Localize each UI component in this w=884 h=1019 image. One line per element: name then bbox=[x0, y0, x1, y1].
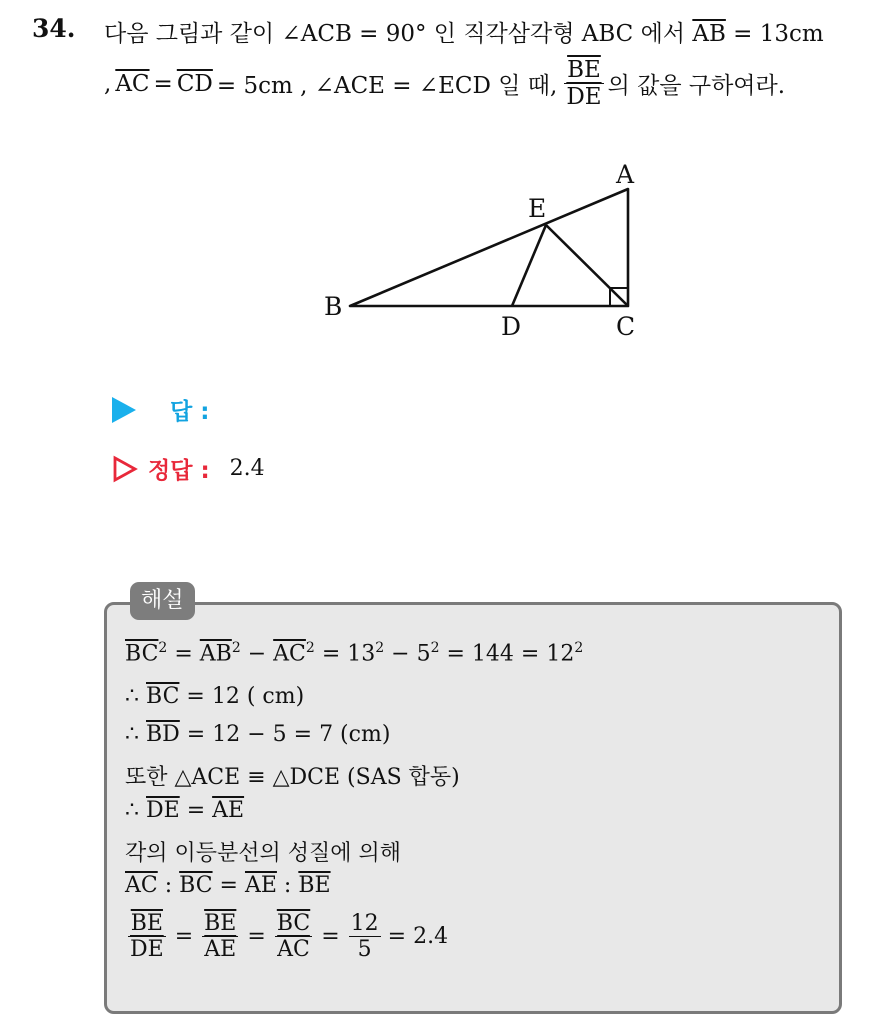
fraction-denominator: DE bbox=[566, 84, 602, 111]
segment-ed bbox=[512, 225, 546, 306]
question-ask: 의 값을 구하여라. bbox=[607, 73, 786, 100]
equals: = bbox=[179, 798, 213, 823]
label-a: A bbox=[616, 160, 635, 189]
therefore: ∴ bbox=[125, 684, 146, 709]
label-e: E bbox=[528, 194, 547, 223]
question-condition: = 5cm , ∠ACE = ∠ECD 일 때, bbox=[216, 73, 558, 100]
triangle-figure bbox=[318, 155, 658, 345]
exponent: 2 bbox=[574, 640, 584, 656]
question-line-1 bbox=[104, 15, 824, 48]
segment-ab: $\overline{AB}$ bbox=[199, 641, 232, 667]
fraction-12-5 bbox=[349, 912, 381, 961]
fraction-numerator: $\overline{BE}$ bbox=[130, 911, 163, 936]
fraction-be-de bbox=[564, 58, 603, 109]
segment-bd: $\overline{BD}$ bbox=[146, 722, 180, 747]
correct-answer-label: 정답 : bbox=[148, 458, 210, 484]
comma: , bbox=[104, 70, 112, 97]
answer-row bbox=[112, 393, 209, 426]
fraction-be-de bbox=[128, 912, 166, 961]
correct-answer-row bbox=[112, 452, 265, 485]
ratio-colon: : bbox=[276, 873, 299, 898]
equals: = bbox=[247, 924, 266, 950]
calc: = 12 ( cm) bbox=[179, 684, 305, 709]
equals: = bbox=[174, 924, 194, 950]
segment-de: $\overline{DE}$ bbox=[146, 798, 180, 823]
calc: − 5 bbox=[384, 641, 431, 667]
result: = 2.4 bbox=[387, 924, 449, 950]
exponent: 2 bbox=[430, 640, 440, 656]
equals: = bbox=[212, 873, 245, 898]
fraction-numerator: $\overline{BE}$ bbox=[567, 57, 601, 83]
minus: − bbox=[240, 641, 274, 667]
label-b: B bbox=[324, 292, 343, 321]
segment-ae: $\overline{AE}$ bbox=[244, 873, 277, 898]
question-number: 34. bbox=[32, 14, 76, 43]
exponent: 2 bbox=[305, 640, 315, 656]
solution-line-7 bbox=[125, 873, 331, 898]
segment-ec bbox=[546, 225, 628, 306]
ratio-colon: : bbox=[157, 873, 180, 898]
therefore: ∴ bbox=[125, 722, 146, 747]
segment-bc: $\overline{BC}$ bbox=[179, 873, 213, 898]
fraction-be-ae bbox=[202, 912, 238, 961]
solution-tab: 해설 bbox=[130, 582, 195, 620]
play-arrow-icon bbox=[112, 397, 136, 423]
fraction-denominator: AE bbox=[204, 937, 237, 963]
correct-answer-value: 2.4 bbox=[229, 456, 265, 481]
segment-ac: $\overline{AC}$ bbox=[125, 873, 158, 898]
fraction-bc-ac bbox=[275, 912, 312, 961]
question-text-tail: = 13cm bbox=[725, 21, 824, 47]
question-line-2 bbox=[104, 58, 789, 109]
therefore: ∴ bbox=[125, 798, 146, 823]
equals: = bbox=[167, 641, 200, 667]
solution-line-6: 각의 이등분선의 성질에 의해 bbox=[125, 841, 402, 866]
triangle-abc bbox=[350, 189, 628, 306]
fraction-denominator: 5 bbox=[357, 937, 372, 963]
answer-label: 답 : bbox=[170, 399, 210, 425]
label-c: C bbox=[616, 312, 636, 341]
exponent: 2 bbox=[231, 640, 241, 656]
solution-line-4: 또한 △ACE ≡ △DCE (SAS 합동) bbox=[125, 765, 460, 790]
question-text: 다음 그림과 같이 ∠ACB = 90° 인 직각삼각형 ABC 에서 bbox=[104, 21, 693, 47]
fraction-denominator: DE bbox=[130, 937, 164, 963]
solution-line-1 bbox=[125, 640, 583, 666]
equals: = bbox=[321, 924, 340, 950]
segment-ac: $\overline{AC}$ bbox=[115, 70, 150, 97]
segment-ab: $\overline{AB}$ bbox=[692, 21, 726, 47]
calc: = 12 − 5 = 7 (cm) bbox=[179, 722, 391, 747]
segment-ae: $\overline{AE}$ bbox=[212, 798, 245, 823]
equals: = bbox=[153, 70, 173, 97]
calc: = 13 bbox=[314, 641, 376, 667]
exponent: 2 bbox=[158, 640, 168, 656]
calc: = 144 = 12 bbox=[439, 641, 575, 667]
segment-be: $\overline{BE}$ bbox=[298, 873, 331, 898]
segment-bc: $\overline{BC}$ bbox=[125, 641, 159, 667]
outline-arrow-icon bbox=[112, 455, 138, 483]
fraction-numerator: 12 bbox=[350, 911, 379, 936]
segment-cd: $\overline{CD}$ bbox=[176, 70, 213, 97]
fraction-numerator: $\overline{BC}$ bbox=[276, 911, 311, 936]
exponent: 2 bbox=[375, 640, 385, 656]
fraction-numerator: $\overline{BE}$ bbox=[204, 911, 237, 936]
label-d: D bbox=[501, 312, 522, 341]
solution-line-2 bbox=[125, 684, 304, 709]
segment-bc: $\overline{BC}$ bbox=[146, 684, 180, 709]
fraction-denominator: AC bbox=[277, 937, 310, 963]
solution-line-3 bbox=[125, 722, 390, 747]
solution-line-5 bbox=[125, 798, 244, 823]
solution-line-8 bbox=[125, 912, 448, 961]
segment-ac: $\overline{AC}$ bbox=[273, 641, 306, 667]
